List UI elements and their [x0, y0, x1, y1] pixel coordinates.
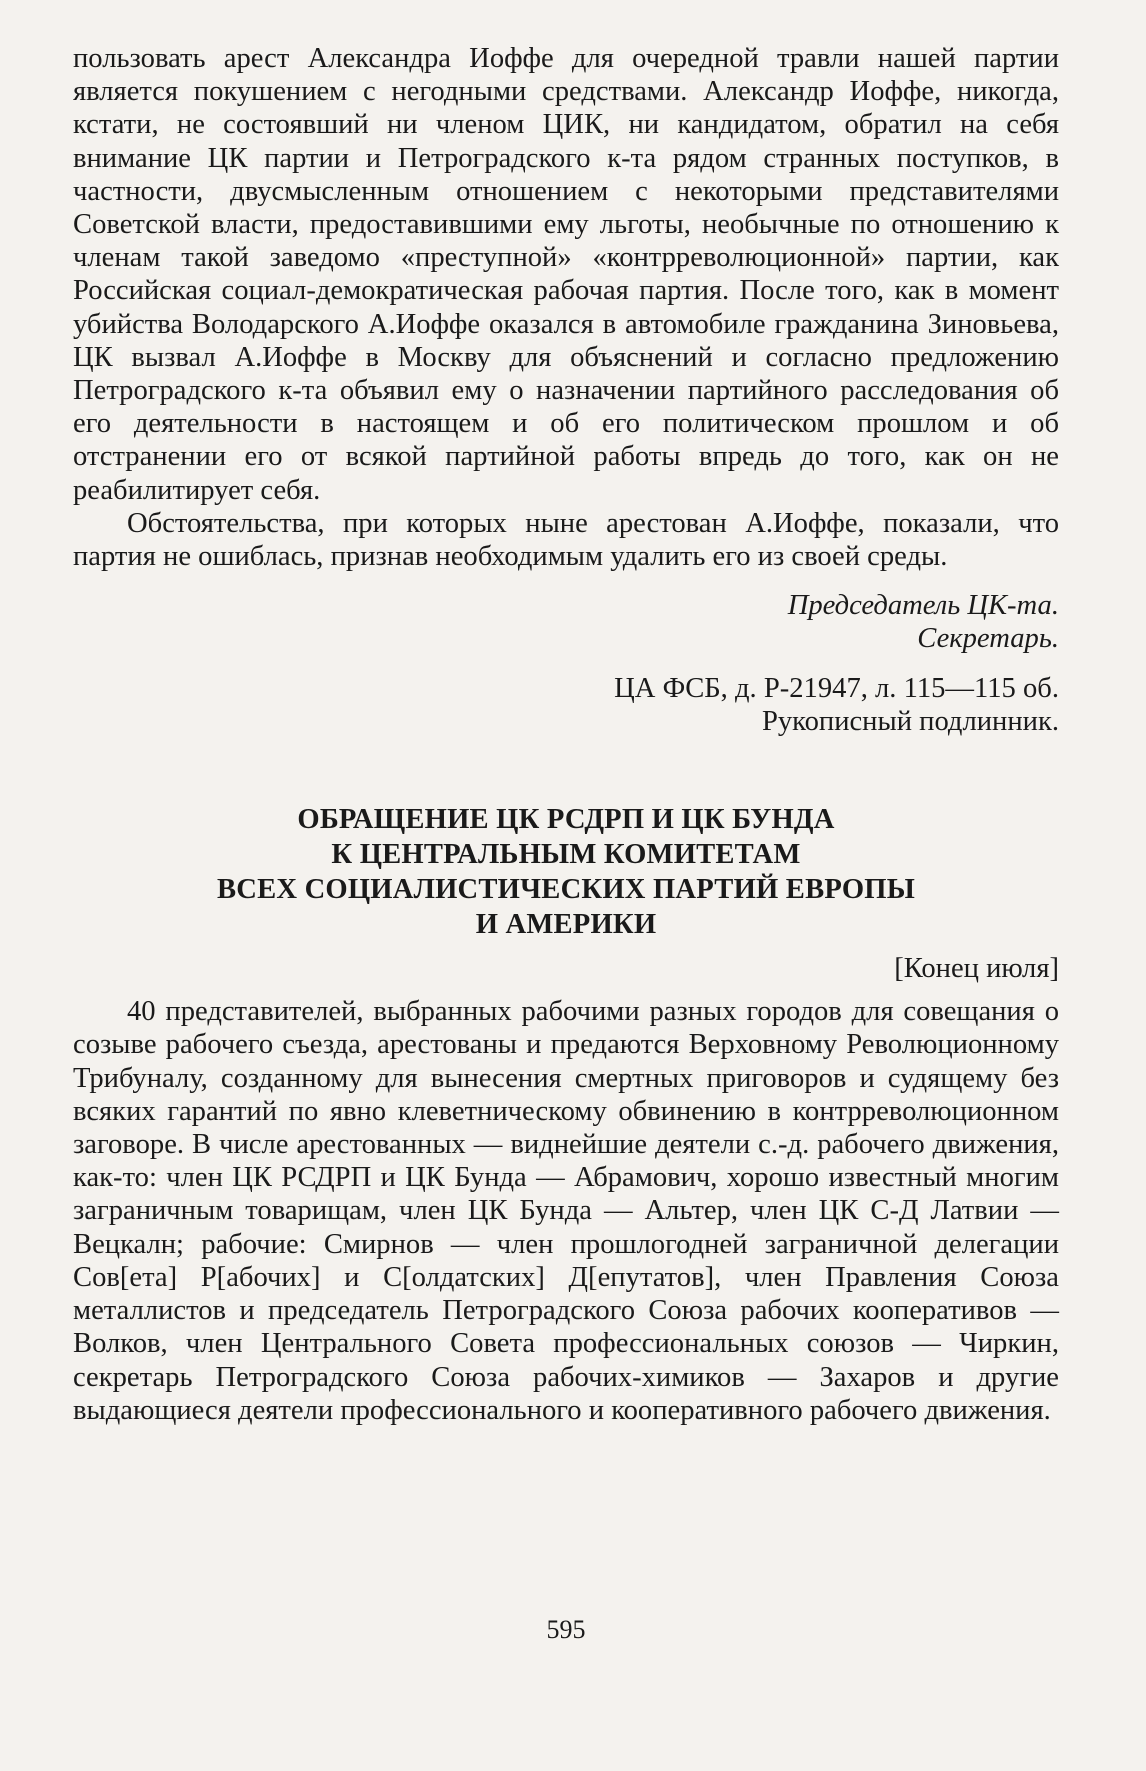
letter-paragraph-2: Обстоятельства, при которых ныне арестован А.Иоффе, показали, что партия не ошиблась, признав необходимым удалить его из своей среды.	[73, 507, 1059, 573]
archive-source	[73, 672, 1059, 738]
page-number: 595	[546, 1615, 586, 1644]
signature-secretary: Секретарь.	[917, 623, 1059, 655]
appeal-title-line-3: ВСЕХ СОЦИАЛИСТИЧЕСКИХ ПАРТИЙ ЕВРОПЫ	[216, 874, 915, 906]
appeal-date: [Конец июля]	[894, 953, 1059, 985]
appeal-title-line-1: ОБРАЩЕНИЕ ЦК РСДРП И ЦК БУНДА	[297, 804, 835, 836]
appeal-paragraph-1: 40 представителей, выбранных рабочими разных городов для совещания о созыве рабочего съезда, арестованы и предаются Верховному Революционному Трибуналу, созданному для вынесения смертных приговоров и судящему без всяких гарантий по явно клеветническому обвинению в контрреволюционном заговоре. В числе арестованных — виднейшие деятели с.-д. рабочего движения, как-то: член ЦК РСДРП и ЦК Бунда — Абрамович, хорошо известный многим заграничным товарищам, член ЦК Бунда — Альтер, член ЦК С-Д Латвии — Вецкалн; рабочие: Смирнов — член прошлогодней заграничной делегации Сов[ета] Р[абочих] и С[олдатских] Д[епутатов], член Правления Союза металлистов и председатель Петроградского Союза рабочих кооперативов — Волков, член Центрального Совета профессиональных союзов — Чиркин, секретарь Петроградского Союза рабочих-химиков — Захаров и другие выдающиеся деятели профессионального и кооперативного рабочего движения.	[73, 996, 1059, 1426]
appeal-title	[73, 802, 1059, 942]
appeal-title-line-4: И АМЕРИКИ	[475, 909, 657, 941]
signature-block	[73, 589, 1059, 655]
appeal-title-line-2: К ЦЕНТРАЛЬНЫМ КОМИТЕТАМ	[331, 839, 801, 871]
letter-paragraph-1: пользовать арест Александра Иоффе для очередной травли нашей партии является покушением с негодными средствами. Александр Иоффе, никогда, кстати, не состоявший ни членом ЦИК, ни кандидатом, обратил на себя внимание ЦК партии и Петроградского к-та рядом странных поступков, в частности, двусмысленным отношением с некоторыми представителями Советской власти, предоставившими ему льготы, необычные по отношению к членам такой заведомо «преступной» «контрреволюционной» партии, как Российская социал-демократическая рабочая партия. После того, как в момент убийства Володарского А.Иоффе оказался в автомобиле гражданина Зиновьева, ЦК вызвал А.Иоффе в Москву для объяснений и согласно предложению Петроградского к-та объявил ему о назначении партийного расследования об его деятельности в настоящем и об его политическом прошлом и об отстранении его от всякой партийной работы впредь до того, как он не реабилитирует себя.	[73, 43, 1059, 506]
archive-reference: ЦА ФСБ, д. Р-21947, л. 115—115 об.	[614, 672, 1059, 704]
archive-note: Рукописный подлинник.	[761, 705, 1059, 737]
signature-chairman: Председатель ЦК-та.	[787, 590, 1059, 622]
document-page	[73, 42, 1059, 1644]
